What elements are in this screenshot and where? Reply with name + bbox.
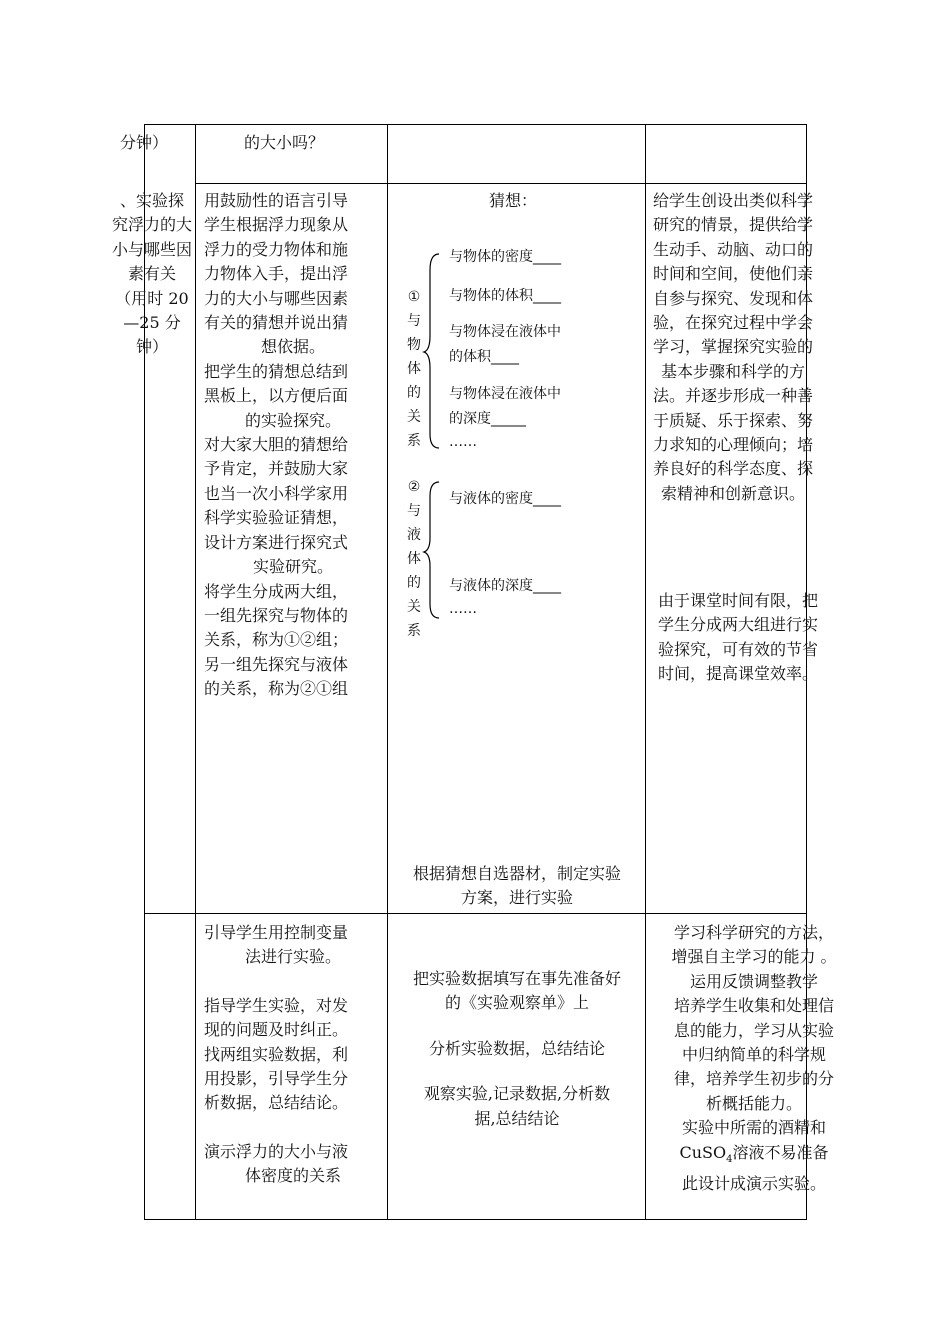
intent-line: 此设计成演示实验。: [681, 1174, 826, 1194]
design-intent-cell: [653, 189, 853, 506]
topic-line: —25 分: [123, 313, 181, 333]
teacher-line: 把学生的猜想总结到: [204, 361, 349, 381]
group2-label-char: ②: [407, 479, 421, 495]
group1-item: 与物体的体积____: [449, 288, 561, 304]
student-line: 把实验数据填写在事先准备好: [412, 969, 621, 988]
table-border-col4: [645, 124, 646, 1220]
top-row-col2-text: 的大小吗？: [244, 133, 325, 152]
intent-line: 验探究，可有效的节省: [658, 639, 819, 659]
cuso4-subscript: 4: [726, 1153, 733, 1165]
student-line: 据,总结结论: [474, 1108, 560, 1128]
group2-item: ……: [449, 601, 477, 617]
teacher-line: 对大家大胆的猜想给: [204, 435, 349, 455]
intent-line: 学习科学研究的方法，: [673, 923, 834, 942]
group1-label-char: 物: [407, 337, 421, 353]
teacher-line: 黑板上，以方便后面: [204, 386, 349, 406]
group1-label-char: 的: [407, 385, 421, 401]
group2-brace: [424, 480, 444, 620]
teacher-line: 关系，称为①②组；: [204, 630, 349, 650]
group1-label-char: ①: [407, 289, 421, 305]
teacher-line: 的实验探究。: [244, 410, 341, 430]
student-line: 的《实验观察单》上: [444, 993, 589, 1013]
intent-line: 自参与探究、发现和体: [653, 288, 814, 308]
intent-line: 时间和空间，使他们亲: [653, 264, 814, 284]
intent-line: 养良好的科学态度、探: [653, 459, 814, 479]
teacher-line: 力的大小与哪些因素: [204, 288, 349, 308]
table-row-divider-2: [144, 913, 807, 914]
group1-label-char: 系: [407, 433, 421, 449]
intent-line: 息的能力，学习从实验: [673, 1020, 834, 1040]
design-intent-cell-2: [658, 589, 858, 687]
table-row-divider-1: [195, 183, 807, 184]
teacher-line: 予肯定，并鼓励大家: [204, 459, 349, 479]
student-activity-bottom: [389, 862, 645, 911]
group1-item: 的深度_____: [449, 411, 526, 427]
teacher-line: 用投影，引导学生分: [204, 1069, 349, 1089]
intent-line: 学习，掌握探究实验的: [653, 337, 814, 357]
teacher-line: 析数据，总结结论。: [204, 1093, 349, 1113]
group2-item: 与液体的深度____: [449, 578, 561, 594]
teacher-line: 有关的猜想并说出猜: [204, 313, 349, 333]
teacher-line: 找两组实验数据，利: [204, 1044, 349, 1064]
group1-item: 的体积____: [449, 349, 519, 365]
teacher-line: 浮力的受力物体和施: [204, 239, 349, 259]
group2-label-char: 的: [407, 575, 421, 591]
teacher-line: 指导学生实验，对发: [204, 995, 349, 1015]
teacher-line: 科学实验验证猜想，: [204, 508, 349, 528]
group1-brace: [424, 250, 444, 450]
intent-line: 法。并逐步形成一种善: [653, 386, 814, 406]
student-line: 分析实验数据，总结结论: [428, 1038, 605, 1058]
group1-label-char: 关: [407, 409, 421, 425]
cuso4-prefix: CuSO: [679, 1142, 727, 1162]
student-activity-cell-2: [389, 967, 645, 1131]
intent-line: 力求知的心理倾向；培: [653, 435, 814, 455]
intent-line: 验，在探究过程中学会: [653, 313, 814, 333]
topic-line: （用时 20: [115, 288, 189, 308]
intent-line: 于质疑、乐于探索、努: [653, 410, 814, 430]
intent-line: 运用反馈调整教学: [689, 971, 818, 991]
teacher-line: 演示浮力的大小与液: [204, 1141, 349, 1161]
teacher-line: 用鼓励性的语言引导: [204, 191, 349, 210]
intent-line: 时间，提高课堂效率。: [658, 664, 819, 684]
group2-label-char: 液: [407, 527, 421, 543]
intent-line: 律，培养学生初步的分: [673, 1069, 834, 1089]
intent-line: 增强自主学习的能力 。: [671, 947, 837, 967]
student-line: 方案，进行实验: [460, 888, 573, 908]
group2-label-char: 与: [407, 503, 421, 519]
intent-line: 索精神和创新意识。: [661, 483, 806, 503]
group2-label-char: 关: [407, 599, 421, 615]
topic-line: 钟）: [135, 337, 168, 357]
teacher-line: 一组先探究与物体的: [204, 605, 349, 625]
hypothesis-title: 猜想：: [489, 191, 538, 210]
teacher-line: 的关系，称为②①组: [204, 679, 349, 699]
table-border-bottom: [144, 1219, 807, 1220]
teacher-activity-cell: [204, 189, 382, 702]
intent-line: 生动手、动脑、动口的: [653, 239, 814, 259]
teacher-line: 体密度的关系: [244, 1166, 341, 1186]
intent-line: 基本步骤和科学的方: [661, 361, 806, 381]
top-row-col1-text: 分钟）: [120, 133, 169, 152]
student-line: 观察实验,记录数据,分析数: [423, 1084, 611, 1104]
intent-line: 实验中所需的酒精和: [681, 1118, 826, 1138]
teacher-line: 将学生分成两大组，: [204, 581, 349, 601]
intent-line: 研究的情景，提供给学: [653, 215, 814, 235]
group1-item: 与物体的密度____: [449, 249, 561, 265]
intent-line: 培养学生收集和处理信: [673, 996, 834, 1016]
table-border-top: [144, 124, 807, 125]
intent-line: 学生分成两大组进行实: [658, 615, 819, 635]
teacher-line: 法进行实验。: [244, 947, 341, 967]
teacher-line: 学生根据浮力现象从: [204, 215, 349, 235]
design-intent-cell-3: [649, 921, 859, 1197]
group1-item: 与物体浸在液体中: [449, 386, 561, 402]
group2-label-char: 系: [407, 623, 421, 639]
teacher-line: 实验研究。: [252, 557, 333, 577]
group1-item: 与物体浸在液体中: [449, 324, 561, 340]
intent-line-cuso4: [649, 1141, 859, 1173]
group2-label-char: 体: [407, 551, 421, 567]
teacher-line: 引导学生用控制变量: [204, 923, 349, 942]
topic-line: 、实验探: [119, 191, 184, 210]
topic-line: 素有关: [127, 264, 176, 284]
teacher-line: 也当一次小科学家用: [204, 483, 349, 503]
intent-line: 给学生创设出类似科学: [653, 191, 814, 210]
intent-line: 中归纳简单的科学规: [681, 1045, 826, 1065]
teacher-line: 想依据。: [260, 337, 325, 357]
intent-line: 析概括能力。: [705, 1093, 802, 1113]
intent-line: 由于课堂时间有限，把: [658, 591, 819, 610]
student-line: 根据猜想自选器材，制定实验: [412, 864, 621, 883]
teacher-activity-cell-2: [204, 921, 382, 1189]
teacher-line: 现的问题及时纠正。: [204, 1020, 349, 1040]
group2-item: 与液体的密度____: [449, 491, 561, 507]
group1-item: ……: [449, 434, 477, 450]
teacher-line: 另一组先探究与液体: [204, 654, 349, 674]
group1-label-char: 与: [407, 313, 421, 329]
table-border-col3: [387, 124, 388, 1220]
section-topic-cell: [108, 189, 196, 360]
topic-line: 小与哪些因: [111, 239, 192, 259]
cuso4-suffix: 溶液不易准备: [732, 1142, 829, 1162]
teacher-line: 设计方案进行探究式: [204, 532, 349, 552]
group1-label-char: 体: [407, 361, 421, 377]
topic-line: 究浮力的大: [111, 215, 192, 235]
teacher-line: 力物体入手，提出浮: [204, 264, 349, 284]
